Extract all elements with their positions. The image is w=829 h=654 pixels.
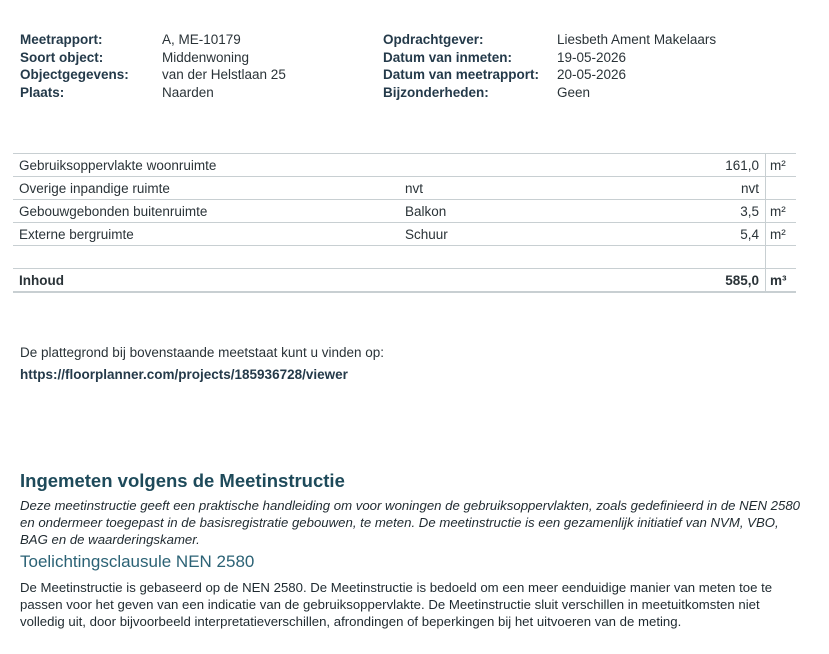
label-bijzonderheden: Bijzonderheden: xyxy=(383,84,489,100)
section-subtitle: Toelichtingsclausule NEN 2580 xyxy=(20,552,255,571)
row-unit: m² xyxy=(766,154,797,177)
row-name: Overige inpandige ruimte xyxy=(13,177,399,200)
label-objectgegevens: Objectgegevens: xyxy=(20,67,129,82)
row-desc: Schuur xyxy=(399,223,598,246)
total-desc xyxy=(399,269,598,293)
table-total-row xyxy=(13,269,796,293)
header-values-left xyxy=(162,31,286,101)
spacer-cell xyxy=(399,246,598,269)
row-unit: m² xyxy=(766,223,797,246)
value-datum-meetrapport: 20-05-2026 xyxy=(557,67,627,82)
table-row xyxy=(13,200,796,223)
row-value: 5,4 xyxy=(598,223,766,246)
value-objectgegevens: van der Helstlaan 25 xyxy=(162,67,286,82)
label-opdrachtgever: Opdrachtgever: xyxy=(383,32,484,47)
label-plaats: Plaats: xyxy=(20,84,65,100)
value-meetrapport: A, ME-10179 xyxy=(162,32,241,47)
value-opdrachtgever: Liesbeth Ament Makelaars xyxy=(557,32,717,47)
spacer-cell xyxy=(13,246,399,269)
row-desc: Balkon xyxy=(399,200,598,223)
total-value: 585,0 xyxy=(598,269,766,293)
label-soort-object: Soort object: xyxy=(20,49,104,65)
row-unit: m² xyxy=(766,200,797,223)
table-row xyxy=(13,223,796,246)
row-value: 161,0 xyxy=(598,154,766,177)
row-name: Gebouwgebonden buitenruimte xyxy=(13,200,399,223)
floorplan-link[interactable]: https://floorplanner.com/projects/185936728/viewer xyxy=(20,367,348,382)
section-paragraph-1: Deze meetinstructie geeft een praktische handleiding om voor woningen de gebruiksoppervlakten, zoals gedefinieerd in de NEN 2580 en ondermeer toegepast in de basisregistratie gebouwen, te meten. De meetinstructie is een gezamenlijk initiatief van NVM, VBO, BAG en de waarderingskamer. xyxy=(20,498,801,547)
header-labels-left xyxy=(20,31,129,101)
section-paragraph-2: De Meetinstructie is gebaseerd op de NEN 2580. De Meetinstructie is bedoeld om een meer eenduidige manier van meten toe te passen voor het geven van een indicatie van de gebruiksoppervlakte. De Meetinstructie sluit verschillen in meetuitkomsten niet volledig uit, door bijvoorbeeld interpretatieverschillen, afrondingen of beperkingen bij het uitvoeren van de meting. xyxy=(20,580,773,629)
value-datum-inmeten: 19-05-2026 xyxy=(557,49,627,65)
label-datum-inmeten: Datum van inmeten: xyxy=(383,49,513,65)
floorplan-intro: De plattegrond bij bovenstaande meetstaat kunt u vinden op: xyxy=(20,345,384,360)
spacer-cell xyxy=(766,246,797,269)
row-value: 3,5 xyxy=(598,200,766,223)
table-spacer-row xyxy=(13,246,796,269)
spacer-cell xyxy=(598,246,766,269)
value-soort-object: Middenwoning xyxy=(162,49,250,65)
total-unit: m³ xyxy=(766,269,797,293)
section-title: Ingemeten volgens de Meetinstructie xyxy=(20,470,345,491)
header-values-right xyxy=(557,31,716,101)
header-labels-right xyxy=(383,31,539,101)
table-row xyxy=(13,154,796,177)
row-value: nvt xyxy=(598,177,766,200)
total-name: Inhoud xyxy=(13,269,399,293)
value-bijzonderheden: Geen xyxy=(557,84,591,100)
label-datum-meetrapport: Datum van meetrapport: xyxy=(383,67,540,82)
measurement-table xyxy=(13,153,796,293)
row-desc: nvt xyxy=(399,177,598,200)
row-unit xyxy=(766,177,797,200)
label-meetrapport: Meetrapport: xyxy=(20,32,103,47)
row-name: Gebruiksoppervlakte woonruimte xyxy=(13,154,399,177)
table-row xyxy=(13,177,796,200)
row-desc xyxy=(399,154,598,177)
value-plaats: Naarden xyxy=(162,84,214,100)
row-name: Externe bergruimte xyxy=(13,223,399,246)
